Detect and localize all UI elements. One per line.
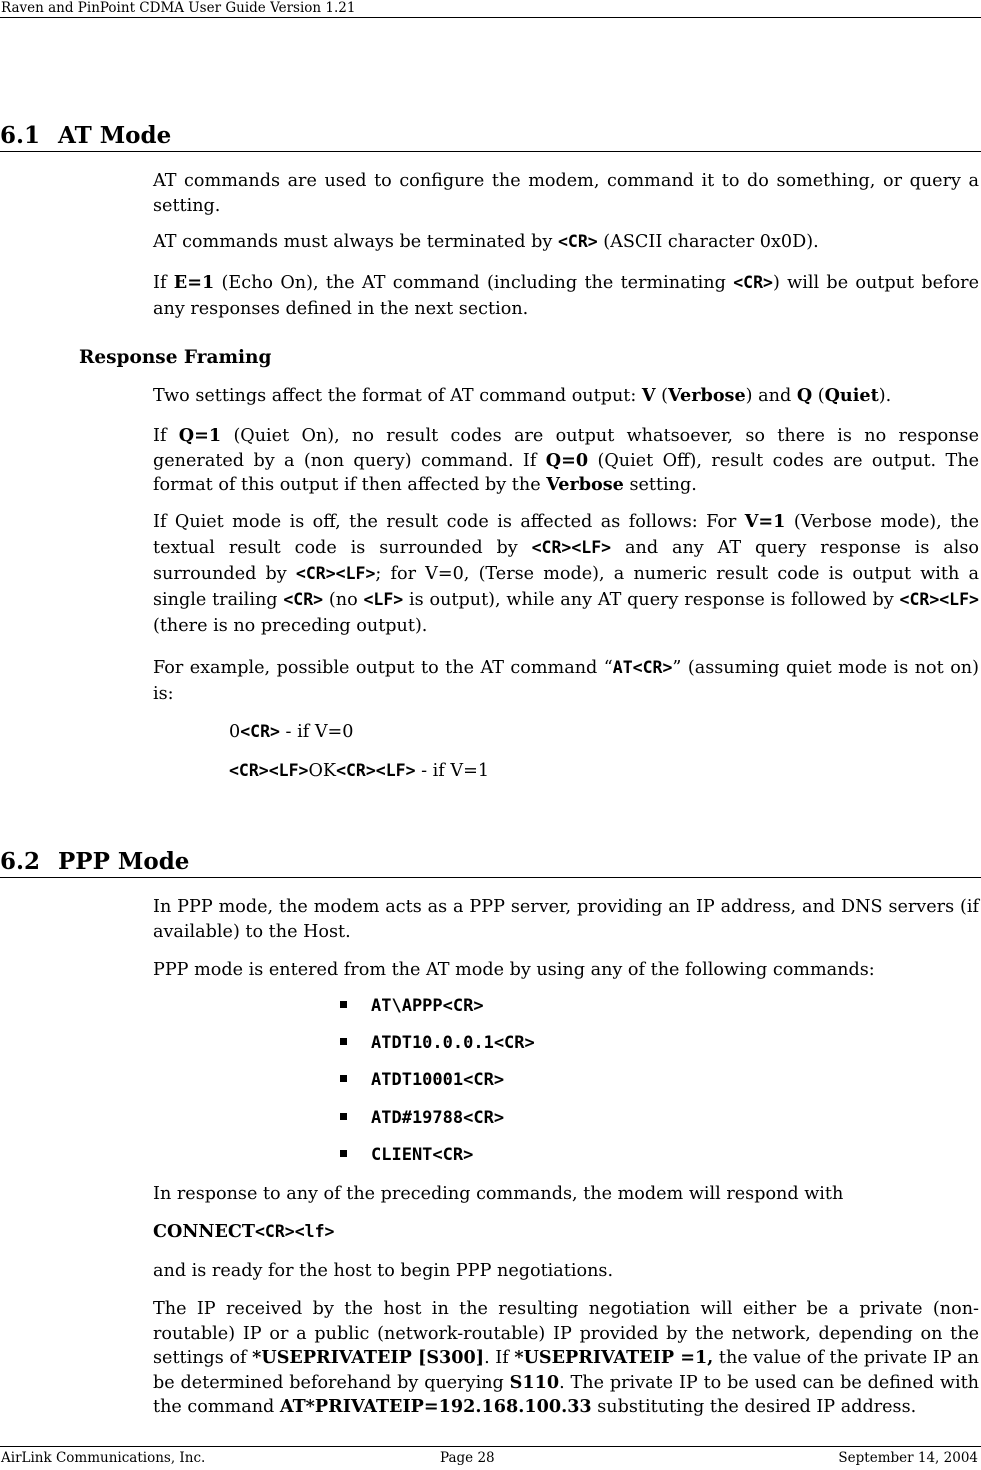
text: V=1 — [744, 511, 786, 532]
paragraph — [153, 1181, 979, 1207]
code: <CR> — [283, 590, 324, 609]
section-title: AT Mode — [58, 122, 172, 149]
footer-company: AirLink Communications, Inc. — [1, 1450, 206, 1466]
text: (ASCII character 0x0D). — [597, 232, 819, 252]
text: CONNECT — [153, 1221, 255, 1242]
text: In PPP mode, the modem acts as a PPP server, providing an IP address, and DNS servers (if available) to the Host. — [153, 897, 979, 942]
command-text: ATDT10001<CR> — [371, 1070, 505, 1090]
paragraph — [153, 655, 979, 707]
footer-page: Page 28 — [440, 1450, 495, 1466]
paragraph — [153, 895, 979, 944]
text: OK — [308, 761, 337, 781]
footer-date: September 14, 2004 — [838, 1450, 978, 1466]
code: <CR><LF> — [295, 564, 376, 583]
text: For example, possible output to the AT command “ — [153, 658, 613, 678]
text: and any AT query response is also surrounded by — [153, 538, 979, 584]
example-line — [229, 720, 353, 744]
text: If Quiet mode is off, the result code is affected as follows: For — [153, 512, 745, 532]
text: (no — [323, 590, 364, 610]
text: Two settings affect the format of AT command output: — [153, 386, 642, 406]
command-text: AT\APPP<CR> — [371, 996, 484, 1016]
section-number: 6.1 — [0, 122, 41, 149]
section-number: 6.2 — [0, 848, 41, 875]
text: - if V=0 — [279, 722, 354, 742]
text: . If — [484, 1348, 515, 1368]
bullet-square-icon — [340, 1150, 347, 1157]
paragraph: Two settings affect the format of AT command output: V (Verbose) and Q (Quiet). — [153, 385, 892, 406]
text: AT commands are used to configure the modem, command it to do something, or query a setting. — [153, 171, 979, 216]
text: (Echo On), the AT command (including the terminating — [214, 273, 734, 293]
list-item — [340, 1031, 535, 1055]
text: AT*PRIVATEIP=192.168.100.33 — [279, 1396, 592, 1417]
text: and is ready for the host to begin PPP negotiations. — [153, 1261, 614, 1281]
text: the value of the private IP an be determined beforehand by querying — [153, 1348, 979, 1393]
list-item — [340, 994, 484, 1018]
text: and — [752, 386, 797, 406]
text: ” (assuming quiet mode is not on) is: — [153, 658, 979, 704]
paragraph — [153, 1219, 979, 1245]
bullet-square-icon — [340, 1038, 347, 1045]
running-footer — [0, 1446, 981, 1470]
running-header — [0, 0, 981, 18]
paragraph — [153, 229, 979, 255]
text: . The private IP to be used can be defined with the command — [153, 1372, 979, 1417]
bullet-square-icon — [340, 1075, 347, 1082]
text: V — [641, 385, 656, 406]
code: <LF> — [363, 590, 404, 609]
text: S110 — [509, 1371, 560, 1393]
example-line — [229, 759, 489, 783]
text: ; for V=0, (Terse mode), a numeric result code is output with a single trailing — [153, 564, 979, 610]
text: 0 — [229, 722, 241, 742]
text: *USEPRIVATEIP [S300] — [252, 1347, 485, 1368]
code: AT<CR> — [612, 658, 673, 677]
subheading: Response Framing — [79, 347, 272, 368]
text: Q — [796, 385, 813, 406]
text: If — [153, 426, 179, 446]
command-text: ATD#19788<CR> — [371, 1108, 505, 1128]
command-text: ATDT10.0.0.1<CR> — [371, 1033, 535, 1053]
list-item — [340, 1106, 504, 1130]
text: The IP received by the host in the resulting negotiation will either be a private (non-routable) IP or a public (network-routable) IP provided by the network, depending on the settings of — [153, 1299, 979, 1368]
code: E=1 — [173, 272, 215, 293]
paragraph — [153, 424, 979, 498]
paragraph — [153, 1297, 979, 1420]
text: ) will be output before any responses defined in the next section. — [153, 273, 980, 319]
paragraph — [153, 169, 979, 218]
text: (Verbose mode), the textual result code is surrounded by — [153, 512, 980, 558]
section-heading-6-2 — [0, 848, 981, 878]
code: <CR> — [733, 273, 773, 292]
text: Quiet — [824, 385, 879, 406]
paragraph — [153, 957, 979, 983]
bullet-square-icon — [340, 1113, 347, 1120]
bullet-square-icon — [340, 1001, 347, 1008]
paragraph — [153, 270, 979, 322]
code: <CR> — [557, 232, 598, 251]
text: is output), while any AT query response is followed by — [403, 590, 900, 610]
text: AT commands must always be terminated by — [153, 232, 558, 252]
text: (there is no preceding output). — [153, 616, 428, 636]
text: Verbose — [546, 474, 624, 495]
code: <CR><LF> — [229, 761, 309, 780]
text: setting. — [623, 475, 697, 495]
text: Q=0 — [545, 449, 589, 471]
list-item — [340, 1143, 473, 1167]
list-item — [340, 1068, 504, 1092]
text: PPP mode is entered from the AT mode by using any of the following commands: — [153, 960, 875, 980]
header-title: Raven and PinPoint CDMA User Guide Version 1.21 — [1, 0, 356, 16]
text: substituting the desired IP address. — [591, 1397, 917, 1417]
code: <CR><lf> — [255, 1222, 335, 1241]
section-heading-6-1 — [0, 122, 981, 152]
text: Q=1 — [178, 425, 222, 446]
text: - if V=1 — [415, 761, 490, 781]
section-title: PPP Mode — [58, 848, 190, 875]
code: <CR><LF> — [531, 538, 612, 557]
paragraph — [153, 509, 979, 639]
text: (Quiet On), no result codes are output whatsoever, so there is no response generated by a (non query) command. If — [153, 426, 979, 471]
code: <CR> — [240, 722, 280, 741]
code: <CR><LF> — [899, 590, 979, 609]
text: In response to any of the preceding commands, the modem will respond with — [153, 1184, 844, 1204]
paragraph — [153, 1258, 979, 1284]
text: (Quiet Off), result codes are output. The format of this output if then affected by the — [153, 450, 980, 495]
command-text: CLIENT<CR> — [371, 1145, 474, 1165]
text: *USEPRIVATEIP =1, — [514, 1347, 714, 1368]
code: <CR><LF> — [336, 761, 416, 780]
text: Verbose — [668, 385, 746, 406]
text: If — [153, 273, 174, 293]
